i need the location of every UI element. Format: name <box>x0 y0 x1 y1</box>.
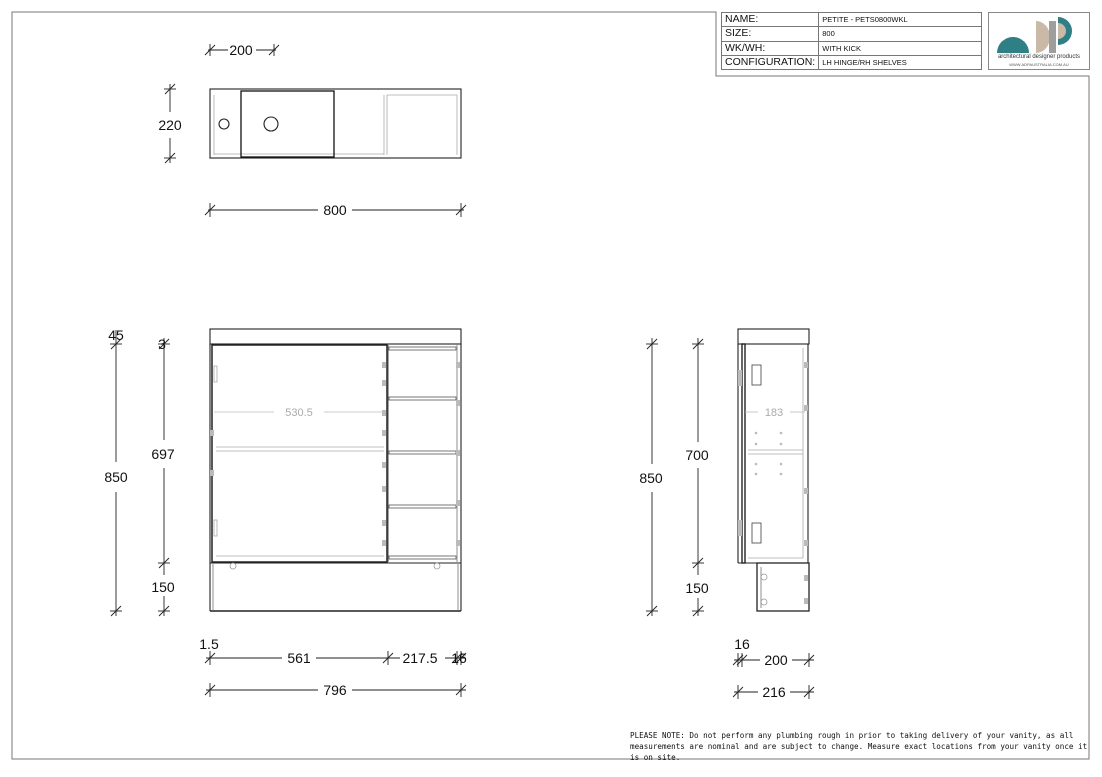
hinge-top <box>214 366 217 382</box>
side-door-edge <box>742 344 745 563</box>
title-key: CONFIGURATION: <box>722 55 819 69</box>
logo-beige-shape <box>1036 21 1050 53</box>
dim-shelf-width: 217.5 <box>402 650 438 666</box>
dim-panel-thickness: 16 <box>734 636 750 652</box>
dim-side-kick-height: 150 <box>685 580 709 596</box>
adp-logo <box>988 12 1090 70</box>
title-row-name <box>722 13 982 27</box>
title-key: NAME: <box>722 13 819 27</box>
side-view <box>738 329 809 611</box>
plan-dim-labels <box>158 42 347 218</box>
title-row-size <box>722 27 982 41</box>
title-value: LH HINGE/RH SHELVES <box>819 55 982 69</box>
basin-bowl <box>241 91 334 157</box>
front-basin-top <box>210 329 461 344</box>
front-door <box>212 345 387 562</box>
plumbing-note: PLEASE NOTE: Do not perform any plumbing rough in prior to taking delivery of your vanity, as all measurements are nominal and are subject to change. Measure exact locations from your vanity once it is on site. <box>630 731 1088 762</box>
hinge-bottom <box>214 520 217 536</box>
plan-outline <box>210 89 461 158</box>
plan-dimensions <box>164 44 466 217</box>
logo-teal-shape <box>997 37 1029 53</box>
dim-right-edge: 16 <box>451 650 467 666</box>
dim-top-thickness: 45 <box>108 327 124 343</box>
title-block <box>721 12 982 70</box>
adp-logo-mark <box>989 13 1089 55</box>
dim-top-gap: 3 <box>158 336 166 352</box>
dim-front-body-height: 697 <box>151 446 175 462</box>
side-dimensions <box>646 338 814 699</box>
tap-hole <box>219 119 229 129</box>
front-view <box>210 329 461 611</box>
dim-left-edge: 1.5 <box>199 636 219 652</box>
title-key: SIZE: <box>722 27 819 41</box>
title-row-configuration <box>722 55 982 69</box>
dim-door-width: 561 <box>287 650 311 666</box>
leg-right <box>434 563 440 569</box>
logo-tagline: architectural designer products <box>997 54 1081 60</box>
dim-front-kick-height: 150 <box>151 579 175 595</box>
dim-front-overall-width: 796 <box>323 682 347 698</box>
front-dimensions <box>110 330 466 697</box>
side-dim-labels <box>639 407 788 700</box>
side-kick <box>757 563 809 611</box>
waste-hole <box>264 117 278 131</box>
title-row-kick <box>722 41 982 55</box>
dim-side-overall-height: 850 <box>639 470 663 486</box>
title-value: PETITE - PETS0800WKL <box>819 13 982 27</box>
dim-side-inner-depth: 183 <box>764 407 784 419</box>
dim-plan-width: 800 <box>323 202 347 218</box>
front-dim-labels <box>104 327 467 698</box>
plan-view <box>210 89 461 158</box>
dim-door-inner-width: 530.5 <box>285 407 313 419</box>
logo-grey-bar <box>1049 21 1056 53</box>
title-value: 800 <box>819 27 982 41</box>
leg-left <box>230 563 236 569</box>
title-key: WK/WH: <box>722 41 819 55</box>
dim-basin-offset: 200 <box>229 42 253 58</box>
dim-kick-depth: 200 <box>764 652 788 668</box>
dim-front-overall-height: 850 <box>104 469 128 485</box>
dim-side-body-height: 700 <box>685 447 709 463</box>
dim-side-overall-depth: 216 <box>762 684 786 700</box>
dim-plan-depth: 220 <box>158 117 182 133</box>
side-basin-top <box>738 329 809 344</box>
title-value: WITH KICK <box>819 41 982 55</box>
logo-website: WWW.ADPAUSTRALIA.COM.AU <box>1009 62 1069 67</box>
